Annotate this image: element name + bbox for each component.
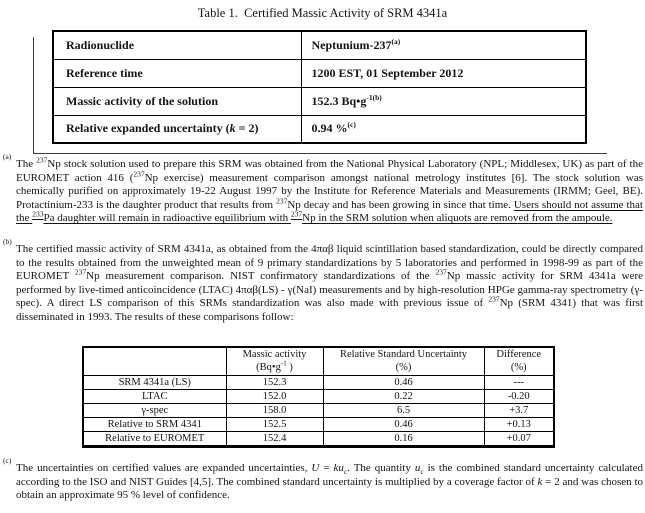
cell-method: Relative to SRM 4341 bbox=[83, 417, 226, 431]
cell-difference: +3.7 bbox=[484, 403, 554, 417]
cell-massic-activity: 158.0 bbox=[226, 403, 323, 417]
table-row bbox=[53, 115, 586, 143]
header-unit: (%) bbox=[395, 362, 412, 374]
header-line1: Massic activity bbox=[242, 349, 307, 361]
text-segment: Np (SRM 4341) that was first disseminated in 1993. The results of these comparisons follow: bbox=[16, 297, 644, 323]
variable-U: U bbox=[311, 462, 320, 474]
comparison-row bbox=[83, 375, 554, 389]
header-cell-massic-activity bbox=[226, 347, 323, 375]
text-segment: Np massic activity for SRM 4341a were performed by live-timed anticoincidence (LTAC) 4παβ(LS) - γ(NaI) measurements and by high-resolution HPGe gamma-ray spectrometry (γ-spec). A direct LS comparison of this SRMs standardization was also made with previous issue of bbox=[16, 270, 644, 310]
underlined-warning-text: Pa daughter will remain in radioactive equilibrium with bbox=[43, 212, 291, 225]
comparison-row bbox=[83, 389, 554, 403]
cell-difference: --- bbox=[484, 375, 554, 389]
variable-u: u bbox=[414, 462, 421, 474]
row-label bbox=[53, 115, 301, 143]
cell-method: γ-spec bbox=[83, 403, 226, 417]
cell-massic-activity: 152.3 bbox=[226, 375, 323, 389]
row-value bbox=[301, 31, 586, 59]
isotope-superscript: 237 bbox=[435, 267, 447, 277]
cell-method: LTAC bbox=[83, 389, 226, 403]
underlined-warning-text: Np in the SRM solution when aliquots are removed from the ampoule. bbox=[302, 212, 613, 225]
header-line1: Relative Standard Uncertainty bbox=[339, 349, 468, 361]
table-row bbox=[53, 59, 586, 87]
text-segment: Np stock solution used to prepare this SRM was obtained from the National Physical Laboratory (NPL; Middlesex, UK) as part of the EUROMET action 416 ( bbox=[16, 158, 643, 184]
value-text: 152.3 Bq•g bbox=[311, 93, 367, 108]
row-value bbox=[301, 115, 586, 143]
text-segment: Np decay and has been growing in since that time. bbox=[287, 198, 514, 211]
label-text: Relative expanded uncertainty ( bbox=[66, 121, 230, 136]
row-label bbox=[53, 87, 301, 115]
table-shadow-line-left bbox=[33, 37, 34, 154]
value-text: 0.94 % bbox=[311, 121, 348, 136]
isotope-superscript: 233 bbox=[32, 209, 44, 219]
value-superscript: (a) bbox=[391, 36, 401, 46]
cell-difference: +0.07 bbox=[484, 431, 554, 446]
cell-uncertainty: 0.16 bbox=[323, 431, 484, 446]
document-title: Table 1. Certified Massic Activity of SRM 4341a bbox=[197, 6, 448, 20]
value-text: 1200 EST, 01 September 2012 bbox=[311, 65, 464, 80]
header-cell-relative-standard-uncertainty bbox=[323, 347, 484, 375]
table-shadow-line-bottom bbox=[33, 153, 607, 154]
text-segment: Np measurement comparison. NIST confirmatory standardizations of the bbox=[86, 270, 436, 283]
variable-k: k bbox=[537, 475, 543, 488]
unit-text: (Bq•g bbox=[256, 362, 281, 374]
label-text: = 2) bbox=[235, 121, 259, 136]
text-segment: The certified massic activity of SRM 4341a, as obtained from the 4παβ liquid scintillation based standardization, could be directly compared to the results obtained from the unweighted mean of 9 primary standardizations by 5 laboratories and performed in 1998-99 as part of the EUROMET bbox=[16, 243, 643, 283]
text-segment: . The quantity bbox=[347, 462, 415, 474]
cell-massic-activity: 152.0 bbox=[226, 389, 323, 403]
footnote-a: (a) The $^{237}$Np stock solution used to prepare this SRM was obtained from the National Physical Laboratory (NPL; Middlesex, UK) as part of the EUROMET action 416 ($^{237}$Np exercise) measurement comparison amongst national metrology institutes [6]. The stock solution was chemically purified on approximately 19-22 August 1997 by the Institute for Reference Materials and Measurements (IRMM; Geel, BE). Protactinium-233 is the daughter product that results from $^{237}$Np decay and has been growing in since that time. Users should not assume that the $^{233}$Pa daughter will remain in radioactive equilibrium with $^{237}$Np in the SRM solution when aliquots are removed from the ampoule. bbox=[3, 152, 643, 225]
value-text: Neptunium-237 bbox=[311, 37, 392, 52]
header-cell-difference bbox=[484, 347, 554, 375]
cell-uncertainty: 0.46 bbox=[323, 417, 484, 431]
cell-massic-activity: 152.4 bbox=[226, 431, 323, 446]
comparison-header-row bbox=[83, 347, 554, 375]
footnote-c: (c) The uncertainties on certified values are expanded uncertainties, $U = ku_c$. The quantity $u_c$ is the combined standard uncertainty calculated according to the ISO and NIST Guides [4,5]. The combined standard uncertainty is multiplied by a coverage factor of k = 2 and was chosen to obtain an approximate 95 % level of confidence. bbox=[3, 456, 644, 502]
cell-uncertainty: 0.46 bbox=[323, 375, 484, 389]
unit-text: ) bbox=[286, 362, 293, 374]
cell-uncertainty: 0.22 bbox=[323, 389, 484, 403]
header-line1: Difference bbox=[496, 349, 542, 361]
cell-method: SRM 4341a (LS) bbox=[83, 375, 226, 389]
label-text: Reference time bbox=[66, 65, 143, 80]
unit-superscript: -1 bbox=[280, 359, 287, 368]
table-row bbox=[53, 31, 586, 59]
value-superscript: -1(b) bbox=[366, 92, 382, 102]
label-italic: k bbox=[229, 121, 236, 136]
row-label bbox=[53, 31, 301, 59]
isotope-superscript: 237 bbox=[74, 267, 87, 277]
header-unit bbox=[227, 361, 323, 374]
isotope-superscript: 237 bbox=[488, 294, 500, 304]
variable-ku: ku bbox=[333, 462, 344, 474]
text-segment: = 2 and was chosen to obtain an approximate 95 % level of confidence. bbox=[16, 475, 644, 502]
text-segment: Np exercise) measurement comparison amongst national metrology institutes [6]. The stock solution was chemically purified on approximately 19-22 August 1997 by the Institute for Reference Materials and Measurements (IRMM; Geel, BE). Protactinium-233 is the daughter product that results from bbox=[16, 171, 643, 211]
comparison-row bbox=[83, 403, 554, 417]
row-value bbox=[301, 87, 586, 115]
comparison-table bbox=[82, 346, 555, 448]
table-row bbox=[53, 87, 586, 115]
isotope-superscript: 237 bbox=[133, 168, 145, 178]
isotope-superscript: 237 bbox=[290, 209, 303, 219]
label-text: Radionuclide bbox=[66, 37, 135, 52]
label-text: Massic activity of the solution bbox=[66, 93, 218, 108]
underlined-warning-text: Users should not assume that the bbox=[16, 198, 643, 225]
row-value bbox=[301, 59, 586, 87]
value-superscript: (c) bbox=[347, 120, 356, 130]
cell-massic-activity: 152.5 bbox=[226, 417, 323, 431]
comparison-row bbox=[83, 431, 554, 446]
subscript-c: c bbox=[420, 467, 424, 477]
header-cell-blank bbox=[83, 347, 226, 375]
footnote-b: (b) The certified massic activity of SRM 4341a, as obtained from the 4παβ liquid scintillation based standardization, could be directly compared to the results obtained from the unweighted mean of 9 primary standardizations by 5 laboratories and performed in 1998-99 as part of the EUROMET $^{237}$Np measurement comparison. NIST confirmatory standardizations of the $^{237}$Np massic activity for SRM 4341a were performed by live-timed anticoincidence (LTAC) 4παβ(LS) - γ(NaI) measurements and by high-resolution HPGe gamma-ray spectrometry (γ-spec). A direct LS comparison of this SRMs standardization was also made with previous issue of $^{237}$Np (SRM 4341) that was first disseminated in 1993. The results of these comparisons follow: bbox=[3, 237, 644, 323]
text-segment: = bbox=[319, 462, 334, 474]
row-label bbox=[53, 59, 301, 87]
certified-values-table bbox=[52, 30, 587, 144]
comparison-row bbox=[83, 417, 554, 431]
cell-method: Relative to EUROMET bbox=[83, 431, 226, 446]
subscript-c: c bbox=[343, 467, 348, 477]
cell-difference: -0.20 bbox=[484, 389, 554, 403]
text-segment: The uncertainties on certified values are expanded uncertainties, bbox=[16, 462, 312, 474]
isotope-superscript: 237 bbox=[36, 155, 48, 165]
cell-difference: +0.13 bbox=[484, 417, 554, 431]
header-unit: (%) bbox=[510, 362, 527, 374]
text-segment: The bbox=[16, 158, 37, 170]
cell-uncertainty: 6.5 bbox=[323, 403, 484, 417]
isotope-superscript: 237 bbox=[276, 196, 288, 206]
text-segment: is the combined standard uncertainty calculated according to the ISO and NIST Guides [4,5]. The combined standard uncertainty is multiplied by a coverage factor of bbox=[16, 462, 643, 488]
